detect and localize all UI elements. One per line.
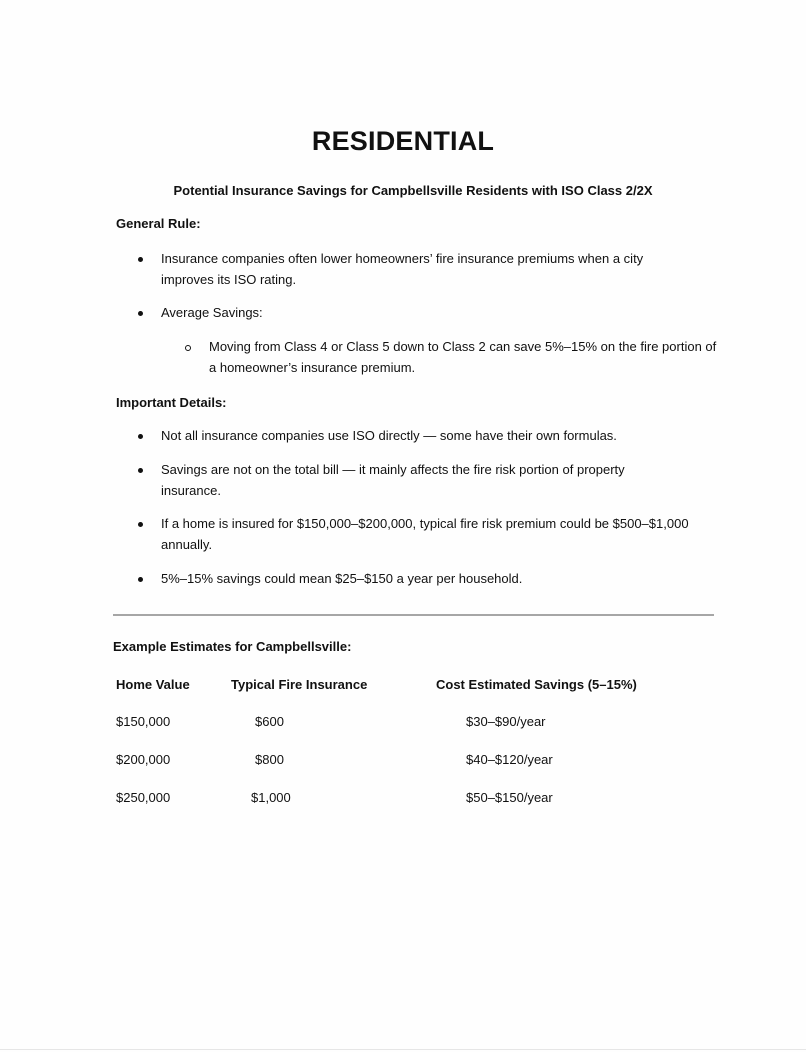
table-cell: $40–$120/year [466,752,553,767]
page-subtitle: Potential Insurance Savings for Campbellsville Residents with ISO Class 2/2X [173,183,653,198]
important-details-bullet: Not all insurance companies use ISO directly — some have their own formulas. [161,428,617,443]
page-edge [0,1049,806,1050]
important-details-bullet: Savings are not on the total bill — it mainly affects the fire risk portion of property insurance. [161,462,625,498]
table-cell: $50–$150/year [466,790,553,805]
general-rule-bullet: Insurance companies often lower homeowners’ fire insurance premiums when a city improves its ISO rating. [161,251,644,287]
column-header-savings: Cost Estimated Savings (5–15%) [436,677,637,692]
bullet-icon [138,468,143,473]
column-header-home-value: Home Value [116,677,190,692]
general-rule-bullet: Average Savings: [161,305,263,320]
table-cell: $800 [255,752,284,767]
important-details-bullet: If a home is insured for $150,000–$200,000, typical fire risk premium could be $500–$1,000 annually. [161,516,689,552]
column-header-fire-insurance: Typical Fire Insurance [231,677,368,692]
important-details-bullet: 5%–15% savings could mean $25–$150 a year per household. [161,571,523,586]
table-cell: $1,000 [251,790,291,805]
bullet-icon [138,311,143,316]
bullet-icon [138,577,143,582]
general-rule-heading: General Rule: [116,216,201,231]
bullet-icon [138,434,143,439]
table-cell: $600 [255,714,284,729]
bullet-icon [138,522,143,527]
table-cell: $150,000 [116,714,171,729]
table-cell: $250,000 [116,790,171,805]
page-title: RESIDENTIAL [311,126,495,156]
estimates-heading: Example Estimates for Campbellsville: [113,639,352,654]
table-cell: $30–$90/year [466,714,546,729]
section-divider [113,614,714,616]
important-details-heading: Important Details: [116,395,227,410]
sub-bullet-icon [185,345,191,351]
bullet-icon [138,257,143,262]
general-rule-sub-bullet: Moving from Class 4 or Class 5 down to Class 2 can save 5%–15% on the fire portion of a homeowner’s insurance premium. [209,339,717,375]
table-cell: $200,000 [116,752,171,767]
